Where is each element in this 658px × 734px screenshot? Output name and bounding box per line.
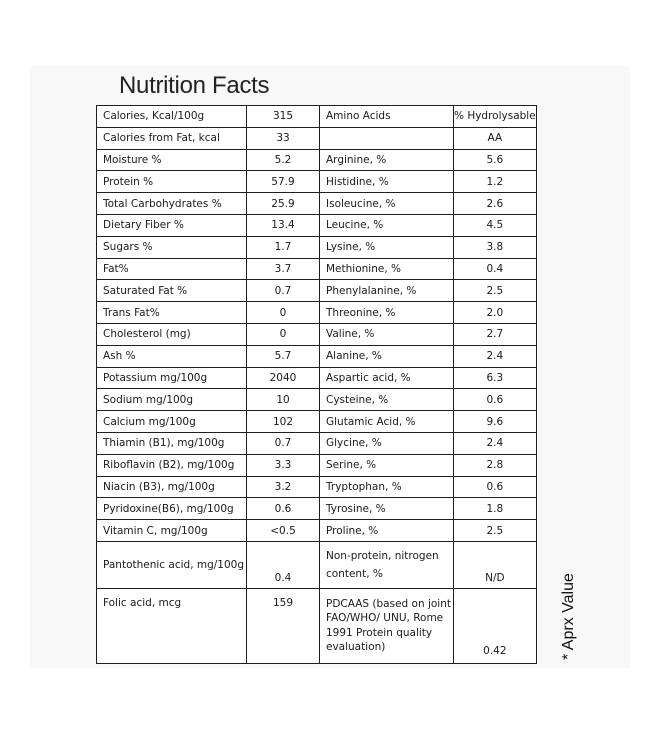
amino-acid-label: Glutamic Acid, %: [320, 411, 454, 433]
nutrient-label: Calcium mg/100g: [97, 411, 247, 433]
amino-acid-value: 2.8: [454, 454, 537, 476]
nutrient-value: 57.9: [247, 171, 320, 193]
nutrient-label: Niacin (B3), mg/100g: [97, 476, 247, 498]
amino-acid-label: Tyrosine, %: [320, 498, 454, 520]
table-row: [97, 149, 537, 171]
amino-acid-value: N/D: [454, 541, 537, 588]
nutrient-label: Total Carbohydrates %: [97, 193, 247, 215]
table-row: [97, 323, 537, 345]
nutrient-value: 0.6: [247, 498, 320, 520]
nutrient-value: 5.2: [247, 149, 320, 171]
nutrient-label: Ash %: [97, 345, 247, 367]
nutrient-label: Thiamin (B1), mg/100g: [97, 432, 247, 454]
nutrient-label: Sodium mg/100g: [97, 389, 247, 411]
amino-acid-label: Glycine, %: [320, 432, 454, 454]
table-row: [97, 193, 537, 215]
table-row: [97, 258, 537, 280]
nutrient-label: Cholesterol (mg): [97, 323, 247, 345]
nutrient-value: <0.5: [247, 520, 320, 542]
amino-acid-label: Tryptophan, %: [320, 476, 454, 498]
amino-acid-label: Arginine, %: [320, 149, 454, 171]
nutrient-label: Dietary Fiber %: [97, 214, 247, 236]
nutrient-value: 3.3: [247, 454, 320, 476]
amino-acid-value: % Hydrolysable: [454, 106, 537, 128]
amino-acid-value: 2.5: [454, 280, 537, 302]
nutrient-value: 5.7: [247, 345, 320, 367]
amino-acid-value: 5.6: [454, 149, 537, 171]
nutrient-value: 33: [247, 127, 320, 149]
amino-acid-value: 0.6: [454, 476, 537, 498]
table-row: [97, 171, 537, 193]
amino-acid-label: Serine, %: [320, 454, 454, 476]
table-row: [97, 432, 537, 454]
approx-value-note: * Aprx Value: [560, 573, 577, 660]
nutrient-value: 0: [247, 323, 320, 345]
amino-acid-label: Valine, %: [320, 323, 454, 345]
nutrient-value: 10: [247, 389, 320, 411]
nutrient-value: 1.7: [247, 236, 320, 258]
nutrient-label: Fat%: [97, 258, 247, 280]
table-row: [97, 498, 537, 520]
table-row: [97, 280, 537, 302]
amino-acid-value: 0.6: [454, 389, 537, 411]
amino-acid-value: 2.5: [454, 520, 537, 542]
amino-acid-value: 1.2: [454, 171, 537, 193]
amino-acid-value: 1.8: [454, 498, 537, 520]
nutrient-value: 0: [247, 302, 320, 324]
amino-acid-value: 4.5: [454, 214, 537, 236]
nutrient-label: Riboflavin (B2), mg/100g: [97, 454, 247, 476]
table-row-pantothenic: [97, 541, 537, 588]
table-row: [97, 389, 537, 411]
amino-acid-value: 6.3: [454, 367, 537, 389]
amino-acid-label: Non-protein, nitrogen content, %: [320, 541, 454, 588]
nutrient-value: 159: [247, 588, 320, 663]
amino-acid-label: [320, 127, 454, 149]
table-row: [97, 106, 537, 128]
nutrient-value: 0.7: [247, 432, 320, 454]
nutrition-table: [96, 105, 537, 664]
nutrient-label: Pantothenic acid, mg/100g: [97, 541, 247, 588]
nutrient-label: Saturated Fat %: [97, 280, 247, 302]
amino-acid-value: 2.0: [454, 302, 537, 324]
amino-acid-label: Phenylalanine, %: [320, 280, 454, 302]
amino-acid-label: Lysine, %: [320, 236, 454, 258]
amino-acid-value: 2.7: [454, 323, 537, 345]
amino-acid-value: 2.6: [454, 193, 537, 215]
amino-acid-label: Threonine, %: [320, 302, 454, 324]
amino-acid-value: AA: [454, 127, 537, 149]
nutrition-table-body: [97, 106, 537, 664]
table-row: [97, 127, 537, 149]
table-row: [97, 302, 537, 324]
nutrient-value: 25.9: [247, 193, 320, 215]
table-row: [97, 476, 537, 498]
amino-acid-label: Leucine, %: [320, 214, 454, 236]
amino-acid-value: 9.6: [454, 411, 537, 433]
page-title: Nutrition Facts: [119, 72, 270, 99]
nutrient-label: Calories, Kcal/100g: [97, 106, 247, 128]
nutrient-label: Potassium mg/100g: [97, 367, 247, 389]
table-row-folic: [97, 588, 537, 663]
amino-acid-value: 0.4: [454, 258, 537, 280]
table-row: [97, 520, 537, 542]
nutrient-label: Vitamin C, mg/100g: [97, 520, 247, 542]
table-row: [97, 214, 537, 236]
amino-acid-label: Histidine, %: [320, 171, 454, 193]
table-row: [97, 236, 537, 258]
amino-acid-label: Cysteine, %: [320, 389, 454, 411]
amino-acid-label: Proline, %: [320, 520, 454, 542]
amino-acid-label: Isoleucine, %: [320, 193, 454, 215]
nutrient-label: Protein %: [97, 171, 247, 193]
nutrient-value: 315: [247, 106, 320, 128]
nutrient-value: 0.4: [247, 541, 320, 588]
amino-acid-label: Methionine, %: [320, 258, 454, 280]
nutrient-label: Trans Fat%: [97, 302, 247, 324]
nutrient-value: 3.2: [247, 476, 320, 498]
table-row: [97, 345, 537, 367]
amino-acid-value: 3.8: [454, 236, 537, 258]
nutrient-label: Folic acid, mcg: [97, 588, 247, 663]
nutrient-value: 2040: [247, 367, 320, 389]
table-row: [97, 367, 537, 389]
nutrient-label: Sugars %: [97, 236, 247, 258]
nutrient-label: Moisture %: [97, 149, 247, 171]
amino-acid-value: 2.4: [454, 345, 537, 367]
nutrient-value: 0.7: [247, 280, 320, 302]
table-row: [97, 411, 537, 433]
amino-acid-value: 2.4: [454, 432, 537, 454]
nutrient-value: 3.7: [247, 258, 320, 280]
amino-acid-label: Aspartic acid, %: [320, 367, 454, 389]
amino-acid-value: 0.42: [454, 588, 537, 663]
table-row: [97, 454, 537, 476]
nutrient-value: 13.4: [247, 214, 320, 236]
amino-acid-label: PDCAAS (based on joint FAO/WHO/ UNU, Rome 1991 Protein quality evaluation): [320, 588, 454, 663]
amino-acid-label: Alanine, %: [320, 345, 454, 367]
nutrient-label: Pyridoxine(B6), mg/100g: [97, 498, 247, 520]
amino-acid-label: Amino Acids: [320, 106, 454, 128]
nutrient-label: Calories from Fat, kcal: [97, 127, 247, 149]
nutrient-value: 102: [247, 411, 320, 433]
